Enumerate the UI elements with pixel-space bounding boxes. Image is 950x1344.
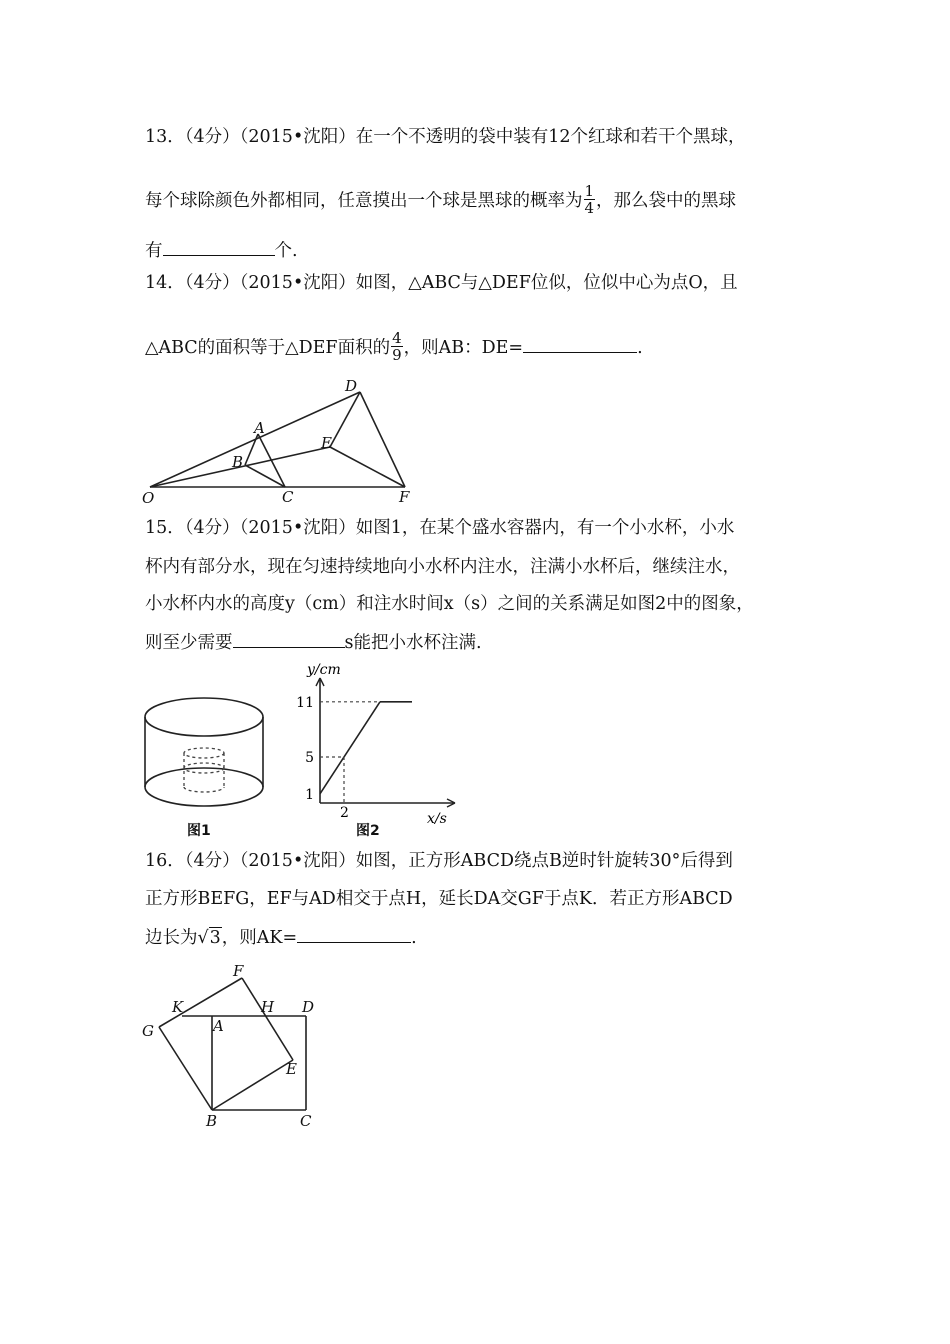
x-axis-label: x/s bbox=[427, 811, 447, 827]
q14-figure bbox=[140, 377, 420, 507]
q14-frac-num: 4 bbox=[392, 329, 402, 347]
q16-label-h: H bbox=[261, 998, 275, 1016]
q13-text-2b: ，那么袋中的黑球 bbox=[596, 191, 737, 211]
x-tick-label: 2 bbox=[340, 805, 349, 821]
q16-text-1: 16．（4分）（2015•沈阳）如图，正方形ABCD绕点B逆时针旋转30°后得到 bbox=[145, 851, 733, 871]
q16-sqrt: √3 bbox=[197, 928, 221, 948]
q16-text-3b: ，则AK= bbox=[221, 928, 298, 948]
q13-answer-blank[interactable] bbox=[163, 237, 275, 256]
y-tick-label: 11 bbox=[296, 694, 314, 711]
q15-line2 bbox=[145, 555, 740, 579]
q13-text-2: 每个球除颜色外都相同，任意摸出一个球是黑球的概率为 bbox=[145, 191, 583, 211]
q14-line2 bbox=[145, 329, 643, 365]
q16-label-b: B bbox=[206, 1112, 218, 1130]
q15-text-4: 则至少需要 bbox=[145, 633, 233, 653]
y-tick-label: 1 bbox=[305, 786, 314, 803]
q13-frac-num: 1 bbox=[584, 182, 595, 200]
q15-text-4b: s能把小水杯注满. bbox=[344, 633, 482, 653]
q14-label-a: A bbox=[254, 419, 265, 437]
q16-text-2: 正方形BEFG，EF与AD相交于点H，延长DA交GF于点K．若正方形ABCD bbox=[145, 889, 733, 909]
q14-label-b: B bbox=[232, 453, 244, 471]
q13-fraction bbox=[584, 183, 596, 216]
q15-fig1-caption: 图1 bbox=[187, 823, 211, 839]
q14-label-d: D bbox=[345, 377, 358, 395]
chart-plot-area bbox=[296, 662, 455, 827]
q16-line3 bbox=[145, 924, 417, 950]
q14-text-1: 14．（4分）（2015•沈阳）如图，△ABC与△DEF位似，位似中心为点O，且 bbox=[145, 273, 738, 293]
series-rising-line bbox=[320, 702, 380, 794]
q15-text-1: 15．（4分）（2015•沈阳）如图1，在某个盛水容器内，有一个小水杯，小水 bbox=[145, 518, 735, 538]
q16-line2 bbox=[145, 887, 733, 911]
q16-label-a: A bbox=[213, 1017, 224, 1035]
q14-text-2: △ABC的面积等于△DEF面积的 bbox=[145, 338, 391, 358]
q15-line3 bbox=[145, 592, 754, 616]
q16-text-3: 边长为 bbox=[145, 928, 198, 948]
q16-label-e: E bbox=[286, 1060, 297, 1078]
q16-figure bbox=[138, 962, 338, 1132]
q13-line2 bbox=[145, 182, 737, 218]
q15-figure1-container bbox=[142, 695, 272, 810]
q14-text-2c: . bbox=[637, 338, 643, 358]
q15-figure2-chart bbox=[290, 660, 460, 830]
y-axis-label: y/cm bbox=[307, 662, 341, 678]
q16-sqrt-value: 3 bbox=[209, 928, 221, 948]
q14-line1 bbox=[145, 271, 738, 295]
q14-label-e: E bbox=[321, 434, 332, 452]
q16-label-g: G bbox=[142, 1022, 154, 1040]
q14-frac-den: 9 bbox=[392, 346, 402, 364]
q15-answer-blank[interactable] bbox=[233, 629, 345, 648]
q15-fig2-caption: 图2 bbox=[356, 823, 380, 839]
q15-line1 bbox=[145, 516, 734, 540]
q16-answer-blank[interactable] bbox=[297, 924, 411, 943]
q16-label-d: D bbox=[302, 998, 315, 1016]
q16-label-c: C bbox=[300, 1112, 312, 1130]
q13-line1 bbox=[145, 125, 746, 149]
q14-answer-blank[interactable] bbox=[523, 334, 637, 353]
q13-text-1: 13．（4分）（2015•沈阳）在一个不透明的袋中装有12个红球和若干个黑球， bbox=[145, 127, 746, 147]
q15-text-2: 杯内有部分水，现在匀速持续地向小水杯内注水，注满小水杯后，继续注水， bbox=[145, 557, 740, 577]
q15-text-3: 小水杯内水的高度y（cm）和注水时间x（s）之间的关系满足如图2中的图象， bbox=[145, 594, 754, 614]
q14-fraction bbox=[391, 330, 403, 363]
q16-text-3c: . bbox=[411, 928, 417, 948]
q16-line1 bbox=[145, 849, 733, 873]
q14-text-2b: ，则AB：DE= bbox=[403, 338, 524, 358]
q13-frac-den: 4 bbox=[584, 199, 595, 217]
q14-label-f: F bbox=[399, 488, 410, 506]
q15-line4 bbox=[145, 629, 482, 655]
q13-text-3: 有 bbox=[145, 241, 163, 261]
q16-label-f: F bbox=[233, 962, 244, 980]
q14-label-c: C bbox=[282, 488, 294, 506]
q13-text-3b: 个. bbox=[274, 241, 298, 261]
y-tick-label: 5 bbox=[305, 750, 314, 766]
q14-label-o: O bbox=[142, 489, 155, 507]
q16-label-k: K bbox=[172, 998, 184, 1016]
q13-line3 bbox=[145, 237, 298, 263]
